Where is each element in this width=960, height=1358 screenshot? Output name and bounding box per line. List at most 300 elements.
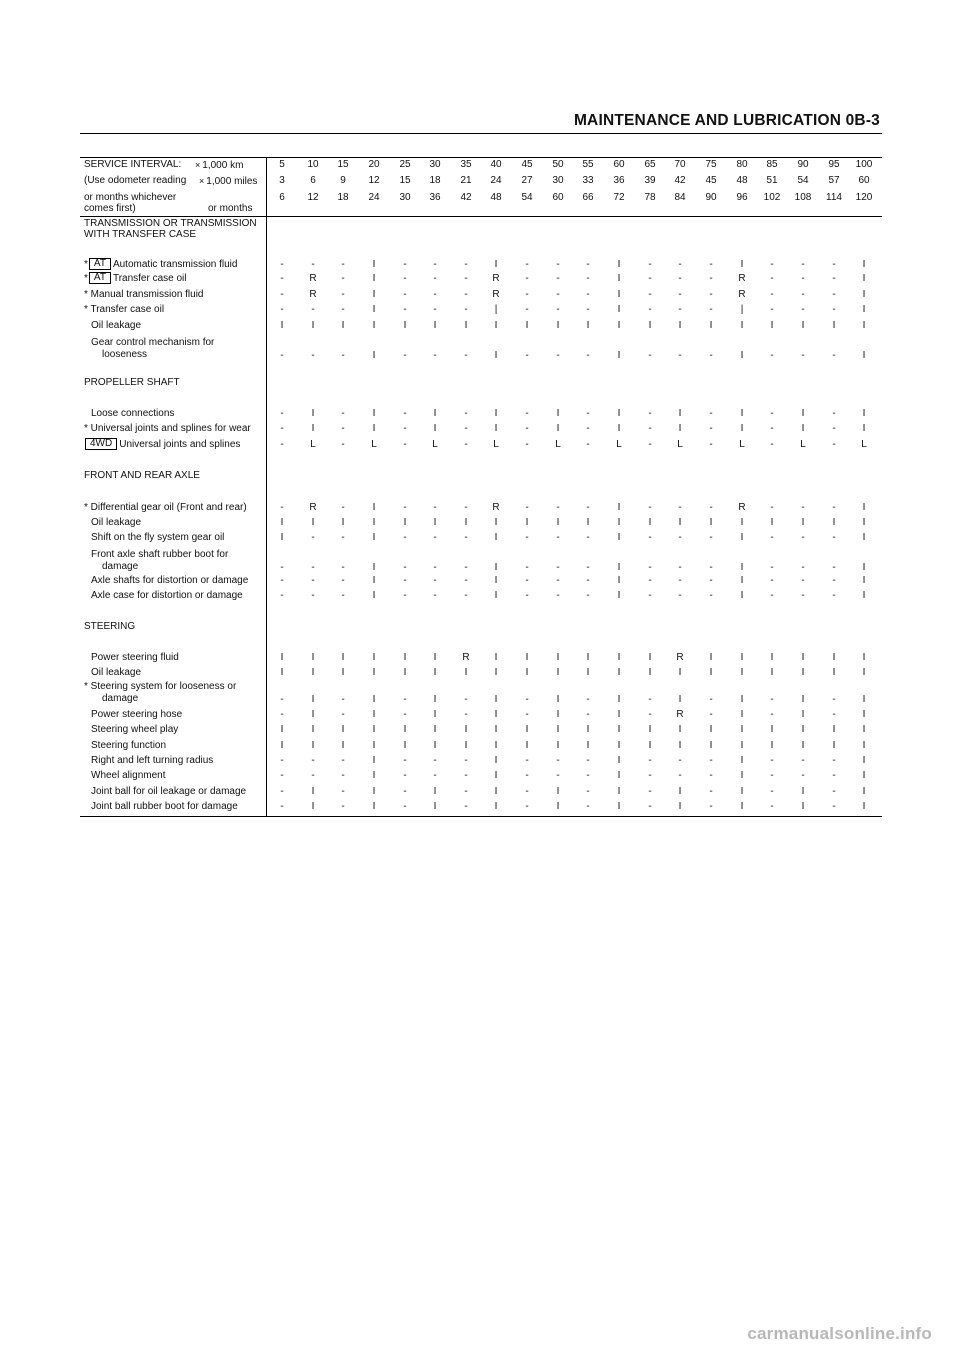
row-cell: I (862, 517, 866, 528)
row-cell: - (648, 770, 652, 781)
row-cell: - (709, 532, 713, 543)
months-value: 114 (826, 192, 842, 203)
row-cell: - (525, 273, 529, 284)
km-value: 45 (521, 159, 533, 170)
row-cell: - (280, 408, 284, 419)
row-cell: - (832, 259, 836, 270)
row-cell: I (494, 801, 498, 812)
row-cell: - (525, 289, 529, 300)
interval-km-row (0, 158, 960, 172)
row-cell: I (372, 740, 376, 751)
miles-value: 24 (490, 175, 502, 186)
row-cell: I (617, 770, 621, 781)
table-bottom-border (80, 816, 882, 817)
row-cell: - (801, 350, 805, 361)
row-cell: - (341, 502, 345, 513)
row-cell: I (862, 590, 866, 601)
row-cell: - (586, 273, 590, 284)
row-cell: - (433, 770, 437, 781)
row-cell: | (494, 304, 498, 315)
km-value: 90 (797, 159, 809, 170)
row-label (91, 666, 141, 679)
row-cell: I (617, 786, 621, 797)
row-cell: - (648, 694, 652, 705)
row-cell: - (464, 709, 468, 720)
row-cell: R (738, 289, 746, 300)
months-value: 90 (705, 192, 717, 203)
row-cell: - (311, 350, 315, 361)
section-propeller-title: PROPELLER SHAFT (84, 377, 180, 388)
row-cell: - (709, 502, 713, 513)
row-cell: I (556, 801, 560, 812)
row-cell: I (832, 652, 836, 663)
row-cell: - (586, 350, 590, 361)
row-cell: I (556, 423, 560, 434)
row-cell: I (740, 694, 744, 705)
row-cell: I (648, 652, 652, 663)
row-cell: I (464, 517, 468, 528)
row-cell: I (372, 350, 376, 361)
row-cell: I (617, 259, 621, 270)
row-cell: - (709, 575, 713, 586)
row-cell: I (862, 408, 866, 419)
row-cell: - (280, 755, 284, 766)
row-cell: - (770, 590, 774, 601)
row-cell: - (464, 562, 468, 573)
row-cell: R (676, 652, 684, 663)
row-cell: R (309, 289, 317, 300)
row-cell: I (801, 423, 805, 434)
row-label-text: Joint ball rubber boot for damage (91, 801, 238, 812)
row-cell: I (403, 724, 407, 735)
row-cell: I (740, 740, 744, 751)
row-cell: - (586, 590, 590, 601)
row-cell: L (432, 439, 438, 450)
table-row (0, 501, 960, 514)
row-cell: - (709, 786, 713, 797)
row-cell: I (372, 423, 376, 434)
row-label-text: * Steering system for looseness or (84, 681, 237, 692)
row-cell: - (832, 289, 836, 300)
row-cell: - (586, 786, 590, 797)
row-cell: R (492, 289, 500, 300)
row-label-text: Transfer case oil (112, 273, 187, 284)
km-value: 30 (429, 159, 441, 170)
row-cell: I (801, 786, 805, 797)
row-cell: I (740, 423, 744, 434)
row-cell: - (341, 259, 345, 270)
table-row (0, 708, 960, 721)
row-cell: L (493, 439, 499, 450)
row-cell: R (676, 709, 684, 720)
row-cell: I (494, 667, 498, 678)
miles-value: 3 (279, 175, 285, 186)
row-cell: - (770, 259, 774, 270)
section-steering-title: STEERING (84, 621, 136, 632)
row-cell: - (403, 709, 407, 720)
row-cell: - (525, 694, 529, 705)
row-cell: - (586, 532, 590, 543)
months-value: 24 (368, 192, 380, 203)
row-cell: I (372, 320, 376, 331)
row-cell: I (525, 667, 529, 678)
row-cell: I (678, 667, 682, 678)
row-cell: I (740, 575, 744, 586)
row-cell: - (648, 502, 652, 513)
row-cell: - (433, 289, 437, 300)
miles-value: 21 (460, 175, 472, 186)
row-cell: I (648, 724, 652, 735)
row-cell: I (678, 517, 682, 528)
row-cell: I (862, 694, 866, 705)
row-cell: I (433, 320, 437, 331)
interval-months-row-2 (0, 202, 960, 216)
row-cell: - (801, 770, 805, 781)
row-cell: - (311, 755, 315, 766)
row-cell: - (586, 304, 590, 315)
row-cell: I (403, 740, 407, 751)
row-cell: I (464, 320, 468, 331)
row-cell: - (341, 304, 345, 315)
row-cell: - (280, 439, 284, 450)
row-cell: I (494, 694, 498, 705)
row-cell: - (341, 575, 345, 586)
row-cell: I (311, 709, 315, 720)
row-cell: I (740, 755, 744, 766)
row-cell: - (525, 259, 529, 270)
page-title: MAINTENANCE AND LUBRICATION 0B-3 (573, 112, 880, 129)
row-cell: - (341, 709, 345, 720)
row-cell: - (464, 502, 468, 513)
row-cell: L (616, 439, 622, 450)
row-cell: - (280, 259, 284, 270)
row-cell: I (372, 801, 376, 812)
row-cell: I (617, 350, 621, 361)
row-cell: I (464, 724, 468, 735)
miles-value: 51 (766, 175, 778, 186)
row-cell: - (709, 423, 713, 434)
row-cell: I (372, 273, 376, 284)
months-value: 48 (490, 192, 502, 203)
row-label-text: Front axle shaft rubber boot for (91, 549, 229, 560)
row-cell: I (801, 320, 805, 331)
km-value: 40 (490, 159, 502, 170)
row-cell: I (525, 740, 529, 751)
row-label-continuation: damage (102, 561, 139, 572)
row-cell: - (832, 694, 836, 705)
row-cell: - (678, 590, 682, 601)
row-cell: - (832, 408, 836, 419)
row-cell: - (525, 770, 529, 781)
months-value: 54 (521, 192, 533, 203)
row-cell: - (801, 289, 805, 300)
row-cell: - (464, 408, 468, 419)
row-cell: I (556, 517, 560, 528)
miles-value: 27 (521, 175, 533, 186)
row-label-text: Power steering hose (91, 709, 183, 720)
row-cell: - (403, 423, 407, 434)
row-cell: - (709, 408, 713, 419)
row-cell: I (678, 423, 682, 434)
row-label (91, 785, 246, 798)
row-cell: - (525, 532, 529, 543)
row-cell: - (709, 801, 713, 812)
row-cell: I (556, 408, 560, 419)
row-cell: - (801, 532, 805, 543)
row-cell: L (677, 439, 683, 450)
row-cell: - (678, 532, 682, 543)
row-cell: I (433, 423, 437, 434)
row-label (91, 574, 248, 587)
row-cell: - (556, 259, 560, 270)
service-interval-label: SERVICE INTERVAL: (84, 159, 182, 170)
row-cell: I (311, 320, 315, 331)
row-cell: L (555, 439, 561, 450)
row-cell: - (341, 532, 345, 543)
row-cell: - (556, 273, 560, 284)
row-cell: I (740, 709, 744, 720)
row-cell: - (832, 786, 836, 797)
row-cell: I (494, 423, 498, 434)
row-cell: I (311, 423, 315, 434)
row-cell: I (372, 709, 376, 720)
row-cell: - (341, 562, 345, 573)
row-label (91, 651, 179, 664)
row-cell: I (617, 575, 621, 586)
row-cell: I (372, 289, 376, 300)
row-cell: - (709, 694, 713, 705)
row-cell: I (280, 740, 284, 751)
row-cell: I (556, 740, 560, 751)
row-cell: - (464, 786, 468, 797)
row-label-text: Oil leakage (91, 320, 142, 331)
row-cell: I (341, 724, 345, 735)
row-cell: - (280, 502, 284, 513)
row-cell: I (586, 320, 590, 331)
row-cell: - (464, 350, 468, 361)
row-cell: - (586, 755, 590, 766)
row-cell: I (556, 652, 560, 663)
km-unit-label: 1,000 km (202, 160, 244, 171)
row-cell: - (801, 575, 805, 586)
table-row (0, 785, 960, 798)
row-cell: I (433, 408, 437, 419)
row-cell: - (403, 786, 407, 797)
row-label (91, 754, 213, 767)
row-cell: - (525, 575, 529, 586)
row-cell: - (403, 694, 407, 705)
row-cell: I (617, 304, 621, 315)
row-label-text: Oil leakage (91, 667, 142, 678)
table-row (0, 754, 960, 767)
row-cell: I (740, 590, 744, 601)
row-cell: - (464, 423, 468, 434)
row-cell: I (862, 724, 866, 735)
row-cell: - (403, 755, 407, 766)
km-value: 10 (307, 159, 319, 170)
row-cell: I (494, 575, 498, 586)
row-cell: I (525, 724, 529, 735)
row-cell: I (862, 562, 866, 573)
row-cell: I (709, 517, 713, 528)
row-label (91, 800, 238, 813)
table-row (0, 723, 960, 736)
row-cell: - (832, 304, 836, 315)
row-cell: I (494, 740, 498, 751)
row-cell: I (494, 562, 498, 573)
row-cell: - (648, 532, 652, 543)
months-value: 120 (855, 192, 873, 203)
row-cell: I (280, 667, 284, 678)
months-label-2: comes first) (84, 203, 136, 214)
row-cell: I (556, 786, 560, 797)
row-cell: - (403, 304, 407, 315)
row-cell: I (525, 652, 529, 663)
km-value: 55 (582, 159, 594, 170)
row-cell: I (372, 755, 376, 766)
row-cell: I (433, 652, 437, 663)
row-badge: 4WD (85, 438, 117, 450)
row-cell: I (648, 517, 652, 528)
row-cell: I (494, 652, 498, 663)
row-cell: I (862, 755, 866, 766)
km-value: 70 (674, 159, 686, 170)
row-cell: I (862, 709, 866, 720)
row-cell: - (678, 575, 682, 586)
row-cell: - (280, 786, 284, 797)
row-cell: - (403, 350, 407, 361)
row-cell: I (280, 532, 284, 543)
table-row (0, 288, 960, 301)
table-row (0, 438, 960, 451)
row-cell: - (648, 709, 652, 720)
row-cell: I (494, 517, 498, 528)
row-cell: - (433, 273, 437, 284)
row-cell: - (770, 423, 774, 434)
row-cell: I (801, 709, 805, 720)
row-label-text: * Universal joints and splines for wear (84, 423, 251, 434)
km-value: 75 (705, 159, 717, 170)
row-cell: I (556, 709, 560, 720)
row-cell: I (832, 320, 836, 331)
row-cell: - (341, 770, 345, 781)
row-cell: - (648, 439, 652, 450)
row-cell: I (862, 770, 866, 781)
row-cell: - (311, 532, 315, 543)
row-cell: - (464, 770, 468, 781)
row-cell: - (586, 439, 590, 450)
row-cell: I (862, 304, 866, 315)
months-value: 72 (613, 192, 625, 203)
row-cell: - (801, 273, 805, 284)
row-cell: R (738, 273, 746, 284)
row-cell: - (280, 423, 284, 434)
row-cell: I (403, 667, 407, 678)
row-cell: - (280, 590, 284, 601)
row-cell: I (433, 724, 437, 735)
row-cell: I (862, 350, 866, 361)
row-cell: - (832, 532, 836, 543)
months-value: 84 (674, 192, 686, 203)
row-cell: I (617, 289, 621, 300)
row-cell: R (492, 502, 500, 513)
row-cell: - (311, 259, 315, 270)
row-cell: I (372, 590, 376, 601)
miles-value: 9 (340, 175, 346, 186)
row-cell: I (280, 652, 284, 663)
row-cell: I (709, 652, 713, 663)
row-cell: I (740, 532, 744, 543)
table-row (0, 258, 960, 271)
row-cell: I (525, 320, 529, 331)
row-cell: I (311, 694, 315, 705)
row-prefix: * (84, 259, 88, 270)
months-value: 36 (429, 192, 441, 203)
row-cell: I (862, 801, 866, 812)
row-cell: I (433, 694, 437, 705)
row-cell: I (648, 667, 652, 678)
row-cell: R (462, 652, 470, 663)
table-row (0, 407, 960, 420)
row-cell: - (525, 408, 529, 419)
miles-value: 18 (429, 175, 441, 186)
miles-value: 54 (797, 175, 809, 186)
km-value: 20 (368, 159, 380, 170)
row-cell: - (832, 502, 836, 513)
row-label (91, 708, 182, 721)
row-cell: - (464, 289, 468, 300)
row-cell: I (280, 724, 284, 735)
row-cell: I (832, 740, 836, 751)
row-cell: - (832, 801, 836, 812)
row-cell: I (372, 408, 376, 419)
row-label (84, 258, 237, 271)
row-cell: - (678, 273, 682, 284)
row-cell: - (801, 259, 805, 270)
row-cell: - (433, 350, 437, 361)
row-cell: I (494, 408, 498, 419)
row-cell: I (832, 517, 836, 528)
months-value: 66 (582, 192, 594, 203)
months-value: 108 (794, 192, 812, 203)
row-cell: I (341, 517, 345, 528)
row-cell: I (770, 667, 774, 678)
table-row (0, 589, 960, 602)
row-cell: I (372, 770, 376, 781)
row-cell: I (617, 694, 621, 705)
row-cell: I (311, 801, 315, 812)
row-cell: - (770, 350, 774, 361)
row-label (91, 407, 174, 420)
row-cell: I (556, 320, 560, 331)
months-value: 96 (736, 192, 748, 203)
row-label-text: Wheel alignment (91, 770, 166, 781)
row-cell: I (586, 517, 590, 528)
row-cell: I (740, 724, 744, 735)
row-cell: I (586, 740, 590, 751)
months-label: or months whichever (84, 192, 177, 203)
row-cell: - (280, 350, 284, 361)
row-cell: I (617, 590, 621, 601)
miles-value: 42 (674, 175, 686, 186)
row-cell: - (648, 408, 652, 419)
row-cell: - (311, 575, 315, 586)
row-cell: - (770, 273, 774, 284)
row-cell: I (801, 801, 805, 812)
row-cell: I (770, 740, 774, 751)
row-cell: - (832, 273, 836, 284)
row-label-text: Right and left turning radius (91, 755, 214, 766)
